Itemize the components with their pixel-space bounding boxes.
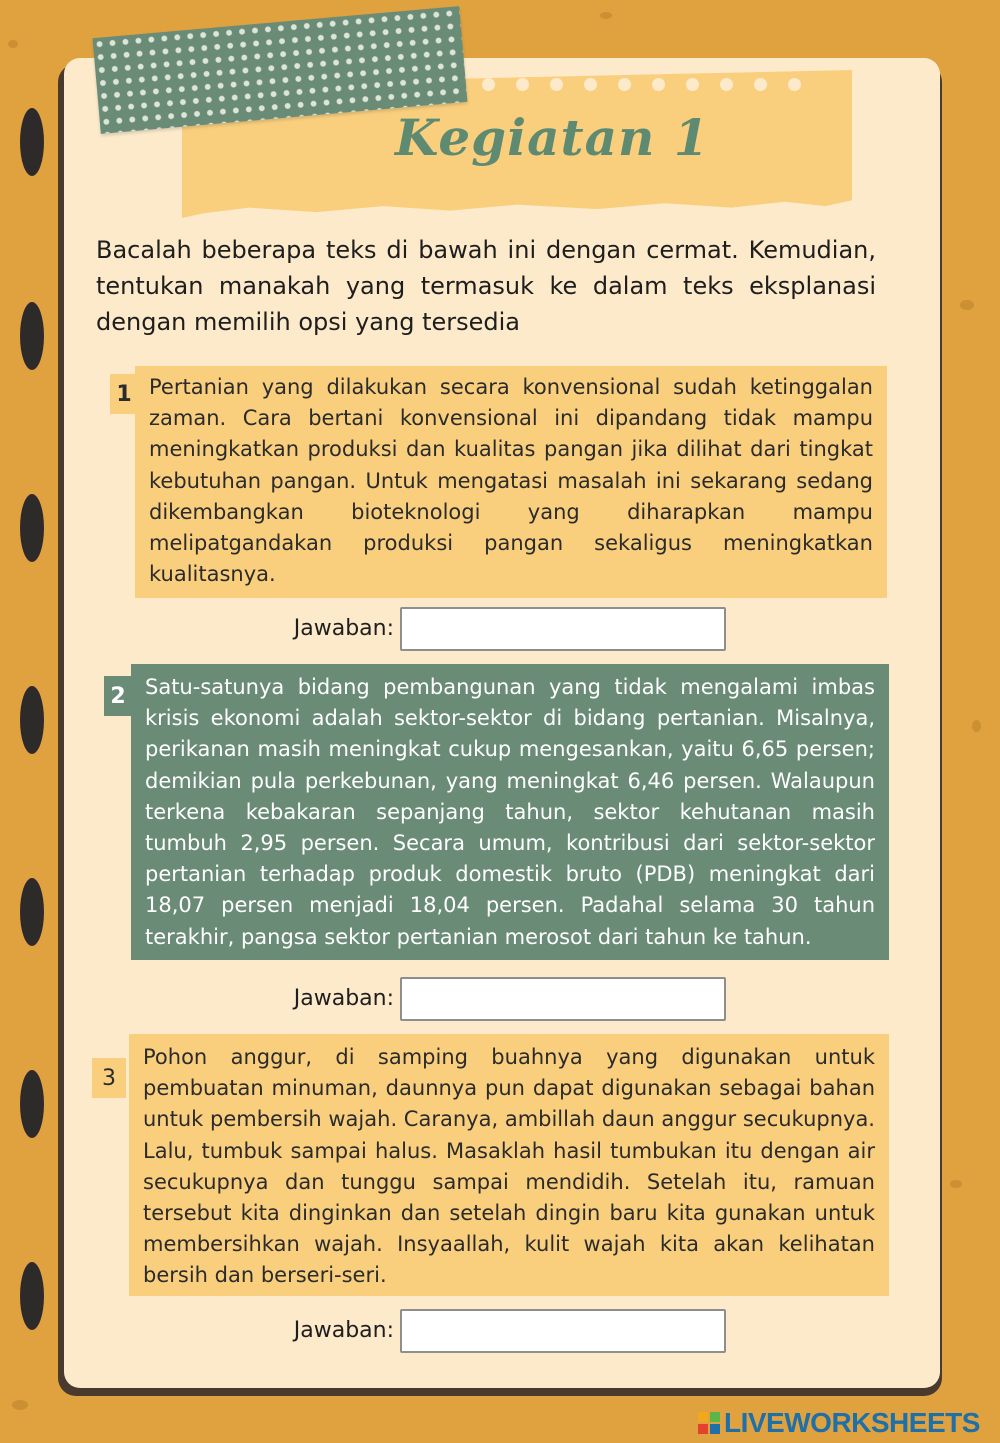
binder-ring — [20, 1070, 44, 1138]
answer-input-2[interactable] — [400, 977, 726, 1021]
binder-ring — [20, 1262, 44, 1330]
note-hole — [482, 78, 495, 91]
question-number-badge: 2 — [104, 676, 132, 716]
liveworksheets-logo-icon — [698, 1412, 720, 1434]
instructions-text: Bacalah beberapa teks di bawah ini dengan cermat. Kemudian, tentukan manakah yang termasuk ke dalam teks eksplanasi dengan memilih opsi yang tersedia — [96, 236, 876, 336]
page-title: Kegiatan 1 — [395, 108, 710, 167]
binder-ring — [20, 878, 44, 946]
note-hole — [618, 78, 631, 91]
note-hole — [584, 78, 597, 91]
question-card — [129, 1034, 889, 1296]
question-text: Pohon anggur, di samping buahnya yang digunakan untuk pembuatan minuman, daunnya pun dapat digunakan sebagai bahan untuk pembersih wajah. Caranya, ambillah daun anggur secukupnya. Lalu, tumbuk sampai halus. Masaklah hasil tumbukan itu dengan air secukupnya dan tunggu sampai mendidih. Setelah itu, ramuan tersebut kita dinginkan dan setelah dingin baru kita gunakan untuk membersihkan wajah. Insyaallah, kulit wajah kita akan kelihatan bersih dan berseri-seri. — [143, 1045, 875, 1288]
binder-ring — [20, 108, 44, 176]
binder-ring — [20, 302, 44, 370]
note-hole — [686, 78, 699, 91]
grunge-speck — [8, 40, 18, 48]
question-text: Satu-satunya bidang pembangunan yang tidak mengalami imbas krisis ekonomi adalah sektor-sektor di bidang pertanian. Misalnya, perikanan masih meningkat cukup mengesankan, yaitu 6,65 persen; demikian pula perkebunan, yang meningkat 6,46 persen. Walaupun terkena kebakaran sepanjang tahun, sektor kehutanan masih tumbuh 2,95 persen. Secara umum, kontribusi dari sektor-sektor pertanian terhadap produk domestik bruto (PDB) meningkat dari 18,07 persen menjadi 18,04 persen. Padahal selama 30 tahun terakhir, pangsa sektor pertanian merosot dari tahun ke tahun. — [145, 675, 875, 949]
question-card — [135, 366, 887, 598]
note-hole — [788, 78, 801, 91]
answer-label: Jawaban: — [293, 1318, 394, 1343]
answer-input-3[interactable] — [400, 1309, 726, 1353]
answer-input-1[interactable] — [400, 607, 726, 651]
grunge-speck — [972, 720, 981, 732]
binder-ring — [20, 494, 44, 562]
binder-ring — [20, 686, 44, 754]
answer-label: Jawaban: — [293, 986, 394, 1011]
question-number-badge: 3 — [92, 1058, 126, 1098]
grunge-speck — [960, 300, 974, 310]
question-number-badge: 1 — [110, 374, 138, 414]
note-hole — [550, 78, 563, 91]
note-hole — [652, 78, 665, 91]
note-hole — [754, 78, 767, 91]
grunge-speck — [950, 1180, 962, 1188]
grunge-speck — [12, 1400, 28, 1410]
note-hole — [516, 78, 529, 91]
liveworksheets-brand[interactable] — [698, 1406, 980, 1440]
answer-label: Jawaban: — [293, 616, 394, 641]
brand-name: LIVEWORKSHEETS — [724, 1407, 980, 1438]
question-card — [131, 664, 889, 960]
question-text: Pertanian yang dilakukan secara konvensional sudah ketinggalan zaman. Cara bertani konvensional ini dipandang tidak mampu meningkatkan produksi dan kualitas pangan jika dilihat dari tingkat kebutuhan pangan. Untuk mengatasi masalah ini sekarang sedang dikembangkan bioteknologi yang diharapkan mampu melipatgandakan produksi pangan sekaligus meningkatkan kualitasnya. — [149, 375, 873, 587]
grunge-speck — [600, 12, 612, 19]
note-hole — [720, 78, 733, 91]
